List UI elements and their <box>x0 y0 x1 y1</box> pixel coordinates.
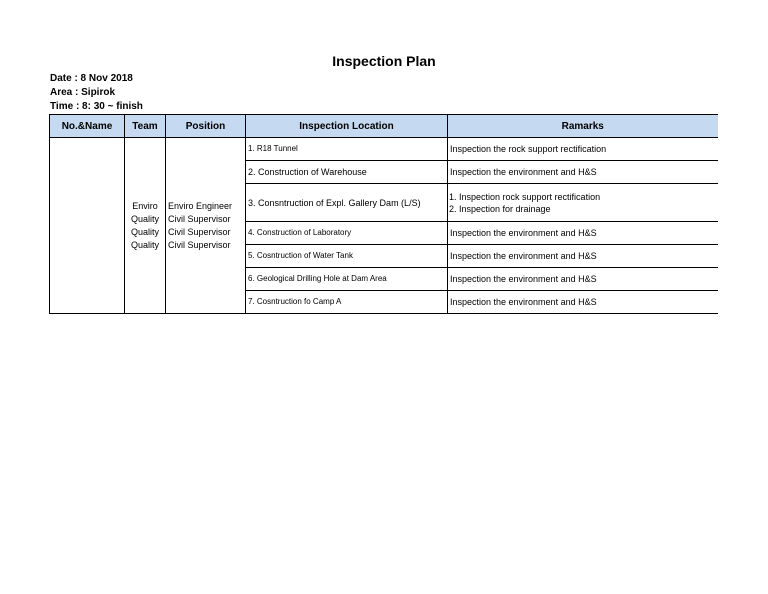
location-cell: 6. Geological Drilling Hole at Dam Area <box>246 268 448 291</box>
location-cell: 5. Cosntruction of Water Tank <box>246 245 448 268</box>
header-position: Position <box>166 115 246 138</box>
team-entry: Enviro <box>132 200 158 211</box>
remarks-cell: Inspection the environment and H&S <box>448 291 718 314</box>
remarks-line: 1. Inspection rock support rectification <box>449 191 601 202</box>
team-entry: Quality <box>130 239 159 250</box>
area-line: Area : Sipirok <box>50 87 116 98</box>
position-entry: Civil Supervisor <box>168 239 231 250</box>
position-cell <box>166 138 246 314</box>
no-name-cell <box>50 138 125 314</box>
location-cell: 3. Consntruction of Expl. Gallery Dam (L/S) <box>246 184 448 222</box>
date-line: Date : 8 Nov 2018 <box>50 73 133 84</box>
location-cell: 4. Construction of Laboratory <box>246 222 448 245</box>
inspection-table <box>49 114 718 314</box>
location-cell: 2. Construction of Warehouse <box>246 161 448 184</box>
team-cell <box>125 138 166 314</box>
position-entry: Civil Supervisor <box>168 213 231 224</box>
remarks-cell: Inspection the environment and H&S <box>448 245 718 268</box>
location-cell: 1. R18 Tunnel <box>246 138 448 161</box>
position-entry: Enviro Engineer <box>168 200 233 211</box>
header-team: Team <box>125 115 166 138</box>
remarks-cell: Inspection the environment and H&S <box>448 268 718 291</box>
remarks-cell: Inspection the environment and H&S <box>448 161 718 184</box>
remarks-line: 2. Inspection for drainage <box>449 203 551 214</box>
location-cell: 7. Cosntruction fo Camp A <box>246 291 448 314</box>
table-row <box>50 138 718 161</box>
team-entry: Quality <box>130 213 159 224</box>
time-line: Time : 8: 30 ~ finish <box>50 101 143 112</box>
page-title: Inspection Plan <box>332 53 436 69</box>
team-entry: Quality <box>130 226 159 237</box>
header-no-name: No.&Name <box>50 115 125 138</box>
position-entry: Civil Supervisor <box>168 226 231 237</box>
remarks-cell: Inspection the rock support rectification <box>448 138 718 161</box>
remarks-cell <box>448 184 718 222</box>
remarks-cell: Inspection the environment and H&S <box>448 222 718 245</box>
header-remarks: Ramarks <box>448 115 718 138</box>
header-inspection-location: Inspection Location <box>246 115 448 138</box>
